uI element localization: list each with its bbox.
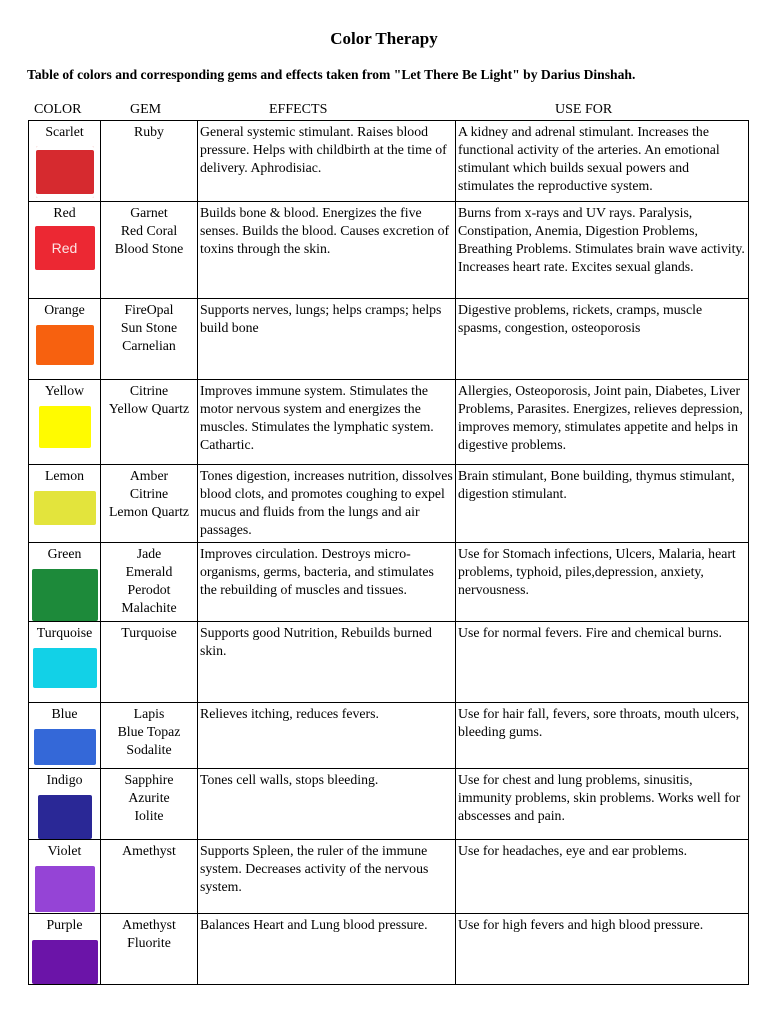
gem-name: Sun Stone <box>120 320 178 335</box>
effects-cell: Supports good Nutrition, Rebuilds burned skin. <box>198 622 456 703</box>
gem-cell <box>101 769 198 840</box>
use-for-cell: Use for chest and lung problems, sinusitis, immunity problems, skin problems. Works well for abscesses and pain. <box>456 769 749 840</box>
gem-cell <box>101 202 198 299</box>
gem-cell <box>101 121 198 202</box>
gem-name: Malachite <box>121 600 177 615</box>
color-cell <box>29 622 101 703</box>
gem-name: Amethyst <box>122 843 176 858</box>
gem-name: Amethyst <box>122 917 176 932</box>
gem-name: Blood Stone <box>114 241 184 256</box>
table-row <box>29 202 749 299</box>
color-cell <box>29 202 101 299</box>
effects-cell: Improves immune system. Stimulates the motor nervous system and energizes the muscles. Stimulates the lymphatic system. Cathartic. <box>198 380 456 465</box>
gem-name: Blue Topaz <box>117 724 181 739</box>
gem-name: Carnelian <box>122 338 176 353</box>
gem-name: Fluorite <box>127 935 171 950</box>
use-for-cell: Use for headaches, eye and ear problems. <box>456 840 749 914</box>
gem-name: Lemon Quartz <box>108 504 190 519</box>
table-row <box>29 914 749 985</box>
color-swatch <box>32 940 98 984</box>
use-for-cell: Use for Stomach infections, Ulcers, Malaria, heart problems, typhoid, piles,depression, anxiety, nervousness. <box>456 543 749 622</box>
color-swatch <box>33 648 97 688</box>
gem-name: Emerald <box>125 564 173 579</box>
table-row <box>29 380 749 465</box>
gem-cell <box>101 465 198 543</box>
swatch-label: Red <box>51 240 78 256</box>
effects-cell: Supports nerves, lungs; helps cramps; helps build bone <box>198 299 456 380</box>
color-name: Violet <box>47 843 82 858</box>
effects-cell: General systemic stimulant. Raises blood pressure. Helps with childbirth at the time of delivery. Aphrodisiac. <box>198 121 456 202</box>
gem-name: Turquoise <box>121 625 177 640</box>
gem-name: Ruby <box>134 124 164 139</box>
use-for-cell: Allergies, Osteoporosis, Joint pain, Diabetes, Liver Problems, Parasites. Energizes, relieves depression, improves memory, stimulates appetite and helps in digestive problems. <box>456 380 749 465</box>
color-cell <box>29 380 101 465</box>
table-row <box>29 121 749 202</box>
gem-name: Yellow Quartz <box>108 401 190 416</box>
header-effects: EFFECTS <box>269 102 328 117</box>
table-row <box>29 299 749 380</box>
color-name: Red <box>53 205 76 220</box>
color-cell <box>29 465 101 543</box>
gem-cell <box>101 914 198 985</box>
effects-cell: Improves circulation. Destroys micro-organisms, germs, bacteria, and stimulates the rebuilding of muscles and tissues. <box>198 543 456 622</box>
table-caption: Table of colors and corresponding gems and effects taken from "Let There Be Light" by Darius Dinshah. <box>27 67 636 82</box>
header-color: COLOR <box>34 102 82 117</box>
table-row <box>29 543 749 622</box>
color-name: Orange <box>44 302 85 317</box>
color-name: Lemon <box>44 468 85 483</box>
color-cell <box>29 914 101 985</box>
table-row <box>29 465 749 543</box>
color-swatch <box>34 491 96 525</box>
color-name: Indigo <box>46 772 83 787</box>
gem-name: Citrine <box>129 486 169 501</box>
effects-cell: Tones digestion, increases nutrition, dissolves blood clots, and promotes coughing to expel mucus and fluids from the lungs and air passages. <box>198 465 456 543</box>
gem-name: Azurite <box>128 790 170 805</box>
effects-cell: Relieves itching, reduces fevers. <box>198 703 456 769</box>
color-name: Yellow <box>44 383 85 398</box>
table-row <box>29 622 749 703</box>
color-name: Scarlet <box>45 124 84 139</box>
gem-name: Sodalite <box>126 742 172 757</box>
gem-name: Sapphire <box>124 772 174 787</box>
color-swatch <box>36 146 94 198</box>
color-cell <box>29 769 101 840</box>
gem-cell <box>101 840 198 914</box>
effects-cell: Builds bone & blood. Energizes the five senses. Builds the blood. Causes excretion of toxins through the skin. <box>198 202 456 299</box>
gem-name: Red Coral <box>120 223 178 238</box>
use-for-cell: Digestive problems, rickets, cramps, muscle spasms, congestion, osteoporosis <box>456 299 749 380</box>
gem-name: Jade <box>136 546 162 561</box>
color-name: Green <box>47 546 82 561</box>
gem-name: Citrine <box>129 383 169 398</box>
color-cell <box>29 543 101 622</box>
gem-name: Amber <box>129 468 169 483</box>
color-swatch <box>34 729 96 765</box>
header-use-for: USE FOR <box>555 102 613 117</box>
color-swatch <box>35 226 95 270</box>
color-swatch <box>35 866 95 912</box>
effects-cell: Tones cell walls, stops bleeding. <box>198 769 456 840</box>
color-cell <box>29 299 101 380</box>
color-therapy-table <box>28 120 749 985</box>
color-name: Purple <box>46 917 83 932</box>
table-row <box>29 769 749 840</box>
color-name: Blue <box>51 706 78 721</box>
gem-name: Iolite <box>134 808 164 823</box>
page-title: Color Therapy <box>330 29 438 48</box>
table-row <box>29 703 749 769</box>
gem-cell <box>101 622 198 703</box>
gem-name: Lapis <box>133 706 165 721</box>
gem-name: FireOpal <box>124 302 174 317</box>
gem-cell <box>101 380 198 465</box>
gem-cell <box>101 703 198 769</box>
effects-cell: Balances Heart and Lung blood pressure. <box>198 914 456 985</box>
color-swatch <box>38 795 92 839</box>
color-swatch <box>32 569 98 621</box>
color-swatch <box>39 406 91 448</box>
color-swatch <box>36 325 94 365</box>
color-cell <box>29 121 101 202</box>
color-cell <box>29 840 101 914</box>
use-for-cell: Use for high fevers and high blood pressure. <box>456 914 749 985</box>
color-name: Turquoise <box>36 625 93 640</box>
use-for-cell: Burns from x-rays and UV rays. Paralysis, Constipation, Anemia, Digestion Problems, Breathing Problems. Stimulates brain wave activity. Increases heart rate. Excites sexual glands. <box>456 202 749 299</box>
gem-cell <box>101 543 198 622</box>
gem-cell <box>101 299 198 380</box>
use-for-cell: A kidney and adrenal stimulant. Increases the functional activity of the arteries. An emotional stimulant which builds sexual powers and stimulates the reproductive system. <box>456 121 749 202</box>
use-for-cell: Brain stimulant, Bone building, thymus stimulant, digestion stimulant. <box>456 465 749 543</box>
gem-name: Garnet <box>130 205 168 220</box>
use-for-cell: Use for hair fall, fevers, sore throats, mouth ulcers, bleeding gums. <box>456 703 749 769</box>
color-cell <box>29 703 101 769</box>
gem-name: Perodot <box>127 582 171 597</box>
effects-cell: Supports Spleen, the ruler of the immune system. Decreases activity of the nervous system. <box>198 840 456 914</box>
header-gem: GEM <box>130 102 162 117</box>
use-for-cell: Use for normal fevers. Fire and chemical burns. <box>456 622 749 703</box>
table-row <box>29 840 749 914</box>
